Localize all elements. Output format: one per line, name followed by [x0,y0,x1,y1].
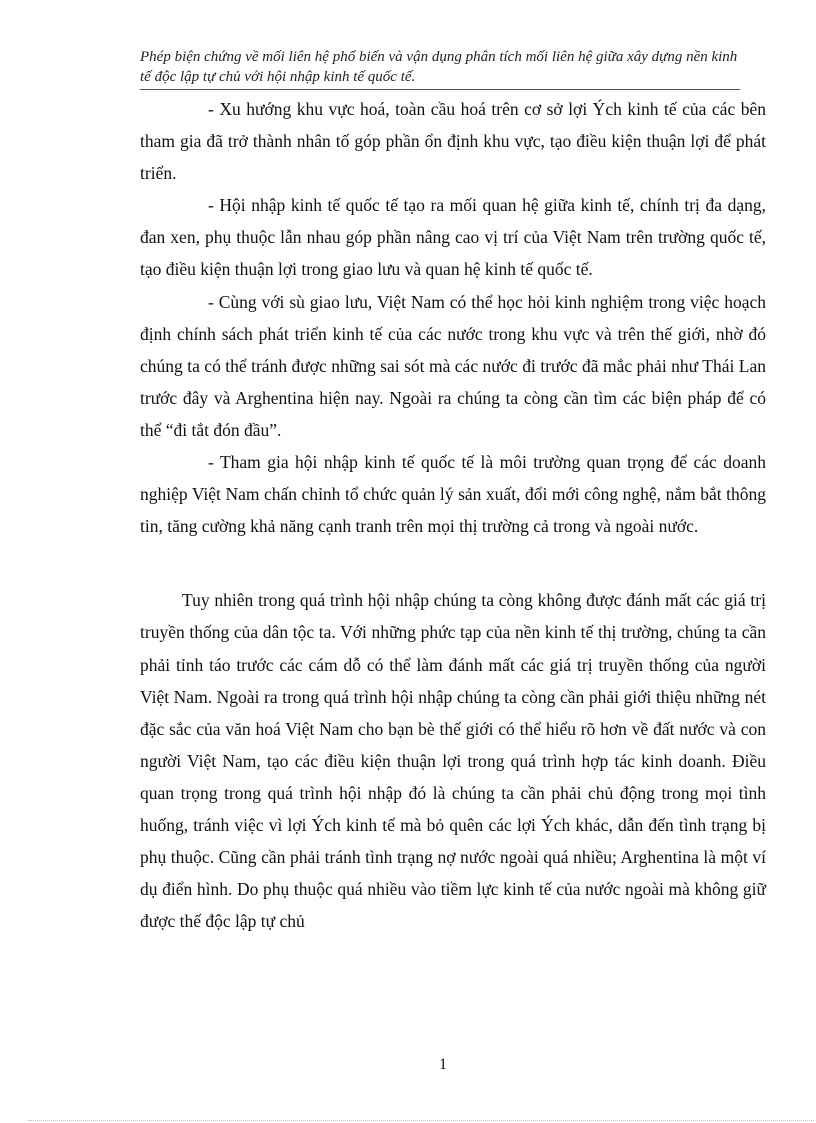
paragraph-bullet-4: - Tham gia hội nhập kinh tế quốc tế là môi trường quan trọng để các doanh nghiệp Việt Nam chấn chỉnh tổ chức quản lý sản xuất, đổi mới công nghệ, nắm bắt thông tin, tăng cường khả năng cạnh tranh trên mọi thị trường cả trong và ngoài nước. [140,452,766,537]
paragraph-bullet-2: - Hội nhập kinh tế quốc tế tạo ra mối quan hệ giữa kinh tế, chính trị đa dạng, đan xen, phụ thuộc lẫn nhau góp phần nâng cao vị trí của Việt Nam trên trường quốc tế, tạo điều kiện thuận lợi trong giao lưu và quan hệ kinh tế quốc tế. [140,195,766,280]
page-bottom-divider [28,1120,814,1121]
document-body [140,93,766,937]
page-number: 1 [439,1056,447,1073]
running-header: Phép biện chứng về mối liên hệ phổ biến và vận dụng phân tích mối liên hệ giữa xây dựng nền kinh tế độc lập tự chủ với hội nhập kinh tế quốc tế. [140,47,740,90]
paragraph-bullet-1: - Xu hướng khu vực hoá, toàn cầu hoá trên cơ sở lợi Ých kinh tế của các bên tham gia đã trở thành nhân tố góp phần ổn định khu vực, tạo điều kiện thuận lợi để phát triển. [140,99,766,184]
paragraph-bullet-3: - Cùng với sù giao lưu, Việt Nam có thể học hỏi kinh nghiệm trong việc hoạch định chính sách phát triển kinh tế của các nước trong khu vực và trên thế giới, nhờ đó chúng ta có thể tránh được những sai sót mà các nước đi trước đã mắc phải như Thái Lan trước đây và Arghentina hiện nay. Ngoài ra chúng ta còng cần tìm các biện pháp để có thể “đi tắt đón đầu”. [140,291,766,440]
paragraph-body: Tuy nhiên trong quá trình hội nhập chúng ta còng không được đánh mất các giá trị truyền thống của dân tộc ta. Với những phức tạp của nền kinh tế thị trường, chúng ta cần phải tỉnh táo trước các cám dỗ có thể làm đánh mất các giá trị truyền thống của người Việt Nam. Ngoài ra trong quá trình hội nhập chúng ta còng cần phải giới thiệu những nét đặc sắc của văn hoá Việt Nam cho bạn bè thế giới có thể hiểu rõ hơn về đất nước và con người Việt Nam, tạo các điều kiện thuận lợi trong quá trình hợp tác kinh doanh. Điều quan trọng trong quá trình hội nhập đó là chúng ta cần phải chủ động trong mọi tình huống, tránh việc vì lợi Ých kinh tế mà bỏ quên các lợi Ých khác, dẫn đến tình trạng bị phụ thuộc. Cũng cần phải tránh tình trạng nợ nước ngoài quá nhiều; Arghentina là một ví dụ điển hình. Do phụ thuộc quá nhiều vào tiềm lực kinh tế của nước ngoài mà không giữ được thế độc lập tự chủ [140,590,766,932]
paragraph-spacer [140,542,766,584]
